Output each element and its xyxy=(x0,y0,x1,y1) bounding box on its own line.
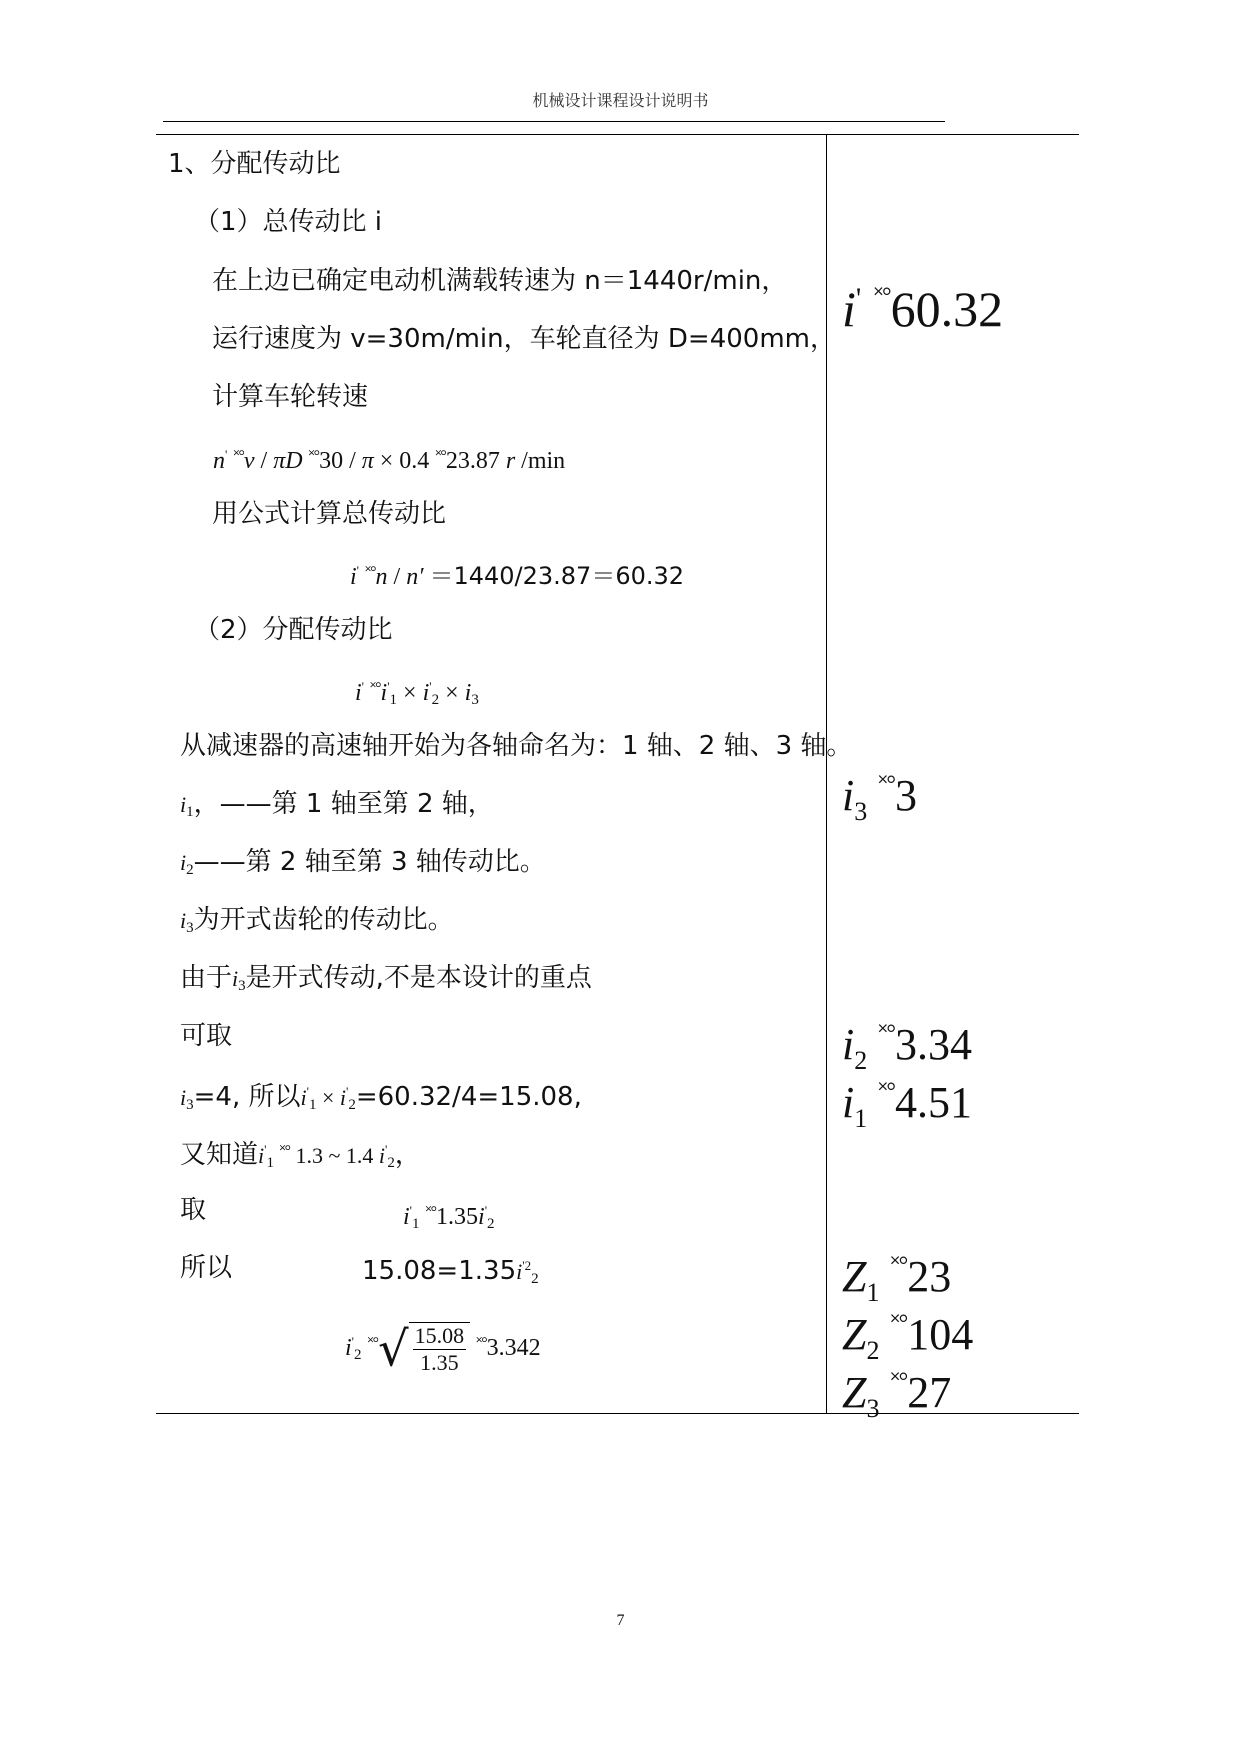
equation-therefore: $15.08=1.35i^{'2}_2$ xyxy=(362,1256,539,1287)
result-z1: $Z_1$ ˟°23 xyxy=(842,1252,952,1307)
text-take: 取 xyxy=(180,1195,207,1225)
equation-take-ratio: $i'_1$ $^{˟^\circ}1.35i'_2$ xyxy=(403,1203,495,1232)
text-travel-speed: 运行速度为 v=30m/min，车轮直径为 D=400mm， xyxy=(212,324,836,354)
subheading-total-ratio: （1）总传动比 i xyxy=(194,207,383,237)
result-z3: $Z_3$ ˟°27 xyxy=(842,1368,952,1423)
text-known-relation: 又知道$i'_1$ ˟° 1.3 ~ 1.4 $i'_2$， xyxy=(180,1140,421,1171)
text-i1-definition: $i_1$，——第 1 轴至第 2 轴， xyxy=(180,789,494,820)
result-i1: $i_1$ ˟°4.51 xyxy=(842,1078,972,1133)
equation-wheel-speed: n' ˟°v / πD ˟°30 / π × 0.4 ˟°23.87 r /min xyxy=(213,447,566,474)
subheading-distribute-ratio: （2）分配传动比 xyxy=(194,615,393,645)
page-header: 机械设计课程设计说明书 xyxy=(532,91,709,110)
text-motor-speed: 在上边已确定电动机满载转速为 n＝1440r/min， xyxy=(212,266,788,296)
equation-sqrt: $i'_2$ ˟°√ $\frac{15.08}{1.35} ^{˟^\circ}3.342$ xyxy=(345,1321,541,1378)
text-formula-total-ratio: 用公式计算总传动比 xyxy=(212,499,447,529)
text-can-take: 可取 xyxy=(180,1021,233,1051)
section-heading: 1、分配传动比 xyxy=(168,149,341,179)
text-i3-open-gear: 由于$i_3$是开式传动,不是本设计的重点 xyxy=(180,963,592,994)
result-i2: $i_2$ ˟°3.34 xyxy=(842,1020,972,1075)
text-i3-value: $i_3=4$, 所以$i'_1 \times i'_2=60.32/4=15.08$, xyxy=(180,1082,582,1113)
wheel-speed-value: 23.87 xyxy=(445,448,500,474)
result-total-ratio: i' ˟°60.32 xyxy=(842,281,1004,337)
page-number: 7 xyxy=(616,1612,625,1629)
text-therefore: 所以 xyxy=(180,1253,233,1283)
header-rule xyxy=(163,121,945,122)
text-i2-definition: $i_2——$第 2 轴至第 3 轴传动比。 xyxy=(180,847,546,878)
table-top-rule xyxy=(156,134,1079,135)
result-z2: $Z_2$ ˟°104 xyxy=(842,1310,974,1365)
equation-total-ratio: i' ˟°n / n′ ＝1440/23.87＝60.32 xyxy=(350,562,685,590)
equation-ratio-product: i' $^{˟^\circ}i'_1 \times i'_2 \times i_3$ xyxy=(355,679,479,708)
result-i3: $i_3$ ˟°3 xyxy=(842,771,917,826)
text-wheel-speed: 计算车轮转速 xyxy=(212,382,369,412)
total-ratio-result: ＝1440/23.87＝60.32 xyxy=(429,562,685,590)
text-shaft-naming: 从减速器的高速轴开始为各轴命名为：1 轴、2 轴、3 轴。 xyxy=(180,731,853,761)
text-i3-definition: $i_3$为开式齿轮的传动比。 xyxy=(180,905,454,936)
